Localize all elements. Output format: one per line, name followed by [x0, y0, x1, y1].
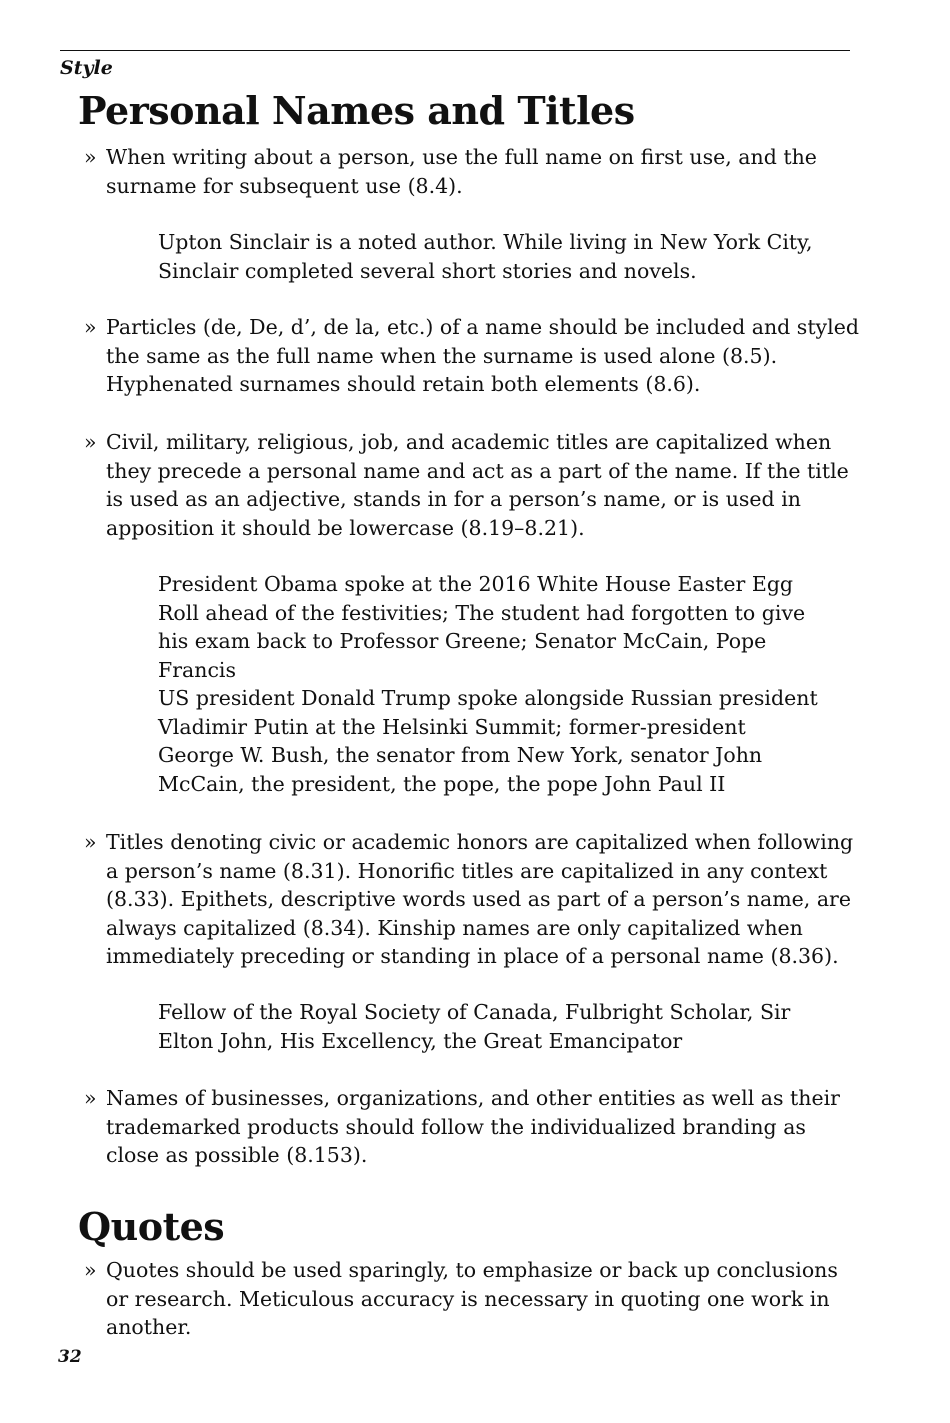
- running-head: Style: [60, 57, 113, 79]
- bullet-item: [84, 1084, 864, 1170]
- header-rule: [60, 50, 850, 51]
- bullet-marker: »: [84, 145, 97, 169]
- bullet-item: [84, 428, 864, 542]
- page-number: 32: [58, 1347, 82, 1367]
- bullet-text: Quotes should be used sparingly, to emphasize or back up conclusions or research. Meticulous accuracy is necessary in quoting one work in another.: [106, 1258, 838, 1340]
- bullet-item: [84, 313, 864, 399]
- bullet-item: [84, 1256, 864, 1342]
- bullet-marker: »: [84, 1086, 97, 1110]
- bullet-text: Names of businesses, organizations, and other entities as well as their trademarked products should follow the individualized branding as close as possible (8.153).: [106, 1086, 840, 1168]
- bullet-item: [84, 828, 864, 971]
- section-title-personal-names: Personal Names and Titles: [78, 88, 635, 133]
- bullet-item: [84, 143, 864, 200]
- example-block: Fellow of the Royal Society of Canada, Fulbright Scholar, Sir Elton John, His Excellency, the Great Emancipator: [158, 1000, 791, 1053]
- bullet-text: Particles (de, De, d’, de la, etc.) of a name should be included and styled the same as the full name when the surname is used alone (8.5). Hyphenated surnames should retain both elements (8.6).: [106, 315, 859, 397]
- section-title-quotes: Quotes: [78, 1204, 225, 1249]
- example-block: US president Donald Trump spoke alongside Russian president Vladimir Putin at the Helsinki Summit; former-president George W. Bush, the senator from New York, senator John McCain, the president, the pope, the pope John Paul II: [158, 686, 818, 796]
- bullet-marker: »: [84, 1258, 97, 1282]
- bullet-marker: »: [84, 830, 97, 854]
- bullet-marker: »: [84, 430, 97, 454]
- bullet-marker: »: [84, 315, 97, 339]
- example-block: Upton Sinclair is a noted author. While living in New York City, Sinclair completed several short stories and novels.: [158, 230, 813, 283]
- bullet-text: Titles denoting civic or academic honors are capitalized when following a person’s name (8.31). Honorific titles are capitalized in any context (8.33). Epithets, descriptive words used as part of a person’s name, are always capitalized (8.34). Kinship names are only capitalized when immediately preceding or standing in place of a personal name (8.36).: [106, 830, 854, 969]
- example-block: President Obama spoke at the 2016 White House Easter Egg Roll ahead of the festivities; The student had forgotten to give his exam back to Professor Greene; Senator McCain, Pope Francis: [158, 572, 806, 682]
- bullet-text: Civil, military, religious, job, and academic titles are capitalized when they precede a personal name and act as a part of the name. If the title is used as an adjective, stands in for a person’s name, or is used in apposition it should be lowercase (8.19–8.21).: [106, 430, 849, 540]
- bullet-text: When writing about a person, use the full name on first use, and the surname for subsequent use (8.4).: [106, 145, 817, 198]
